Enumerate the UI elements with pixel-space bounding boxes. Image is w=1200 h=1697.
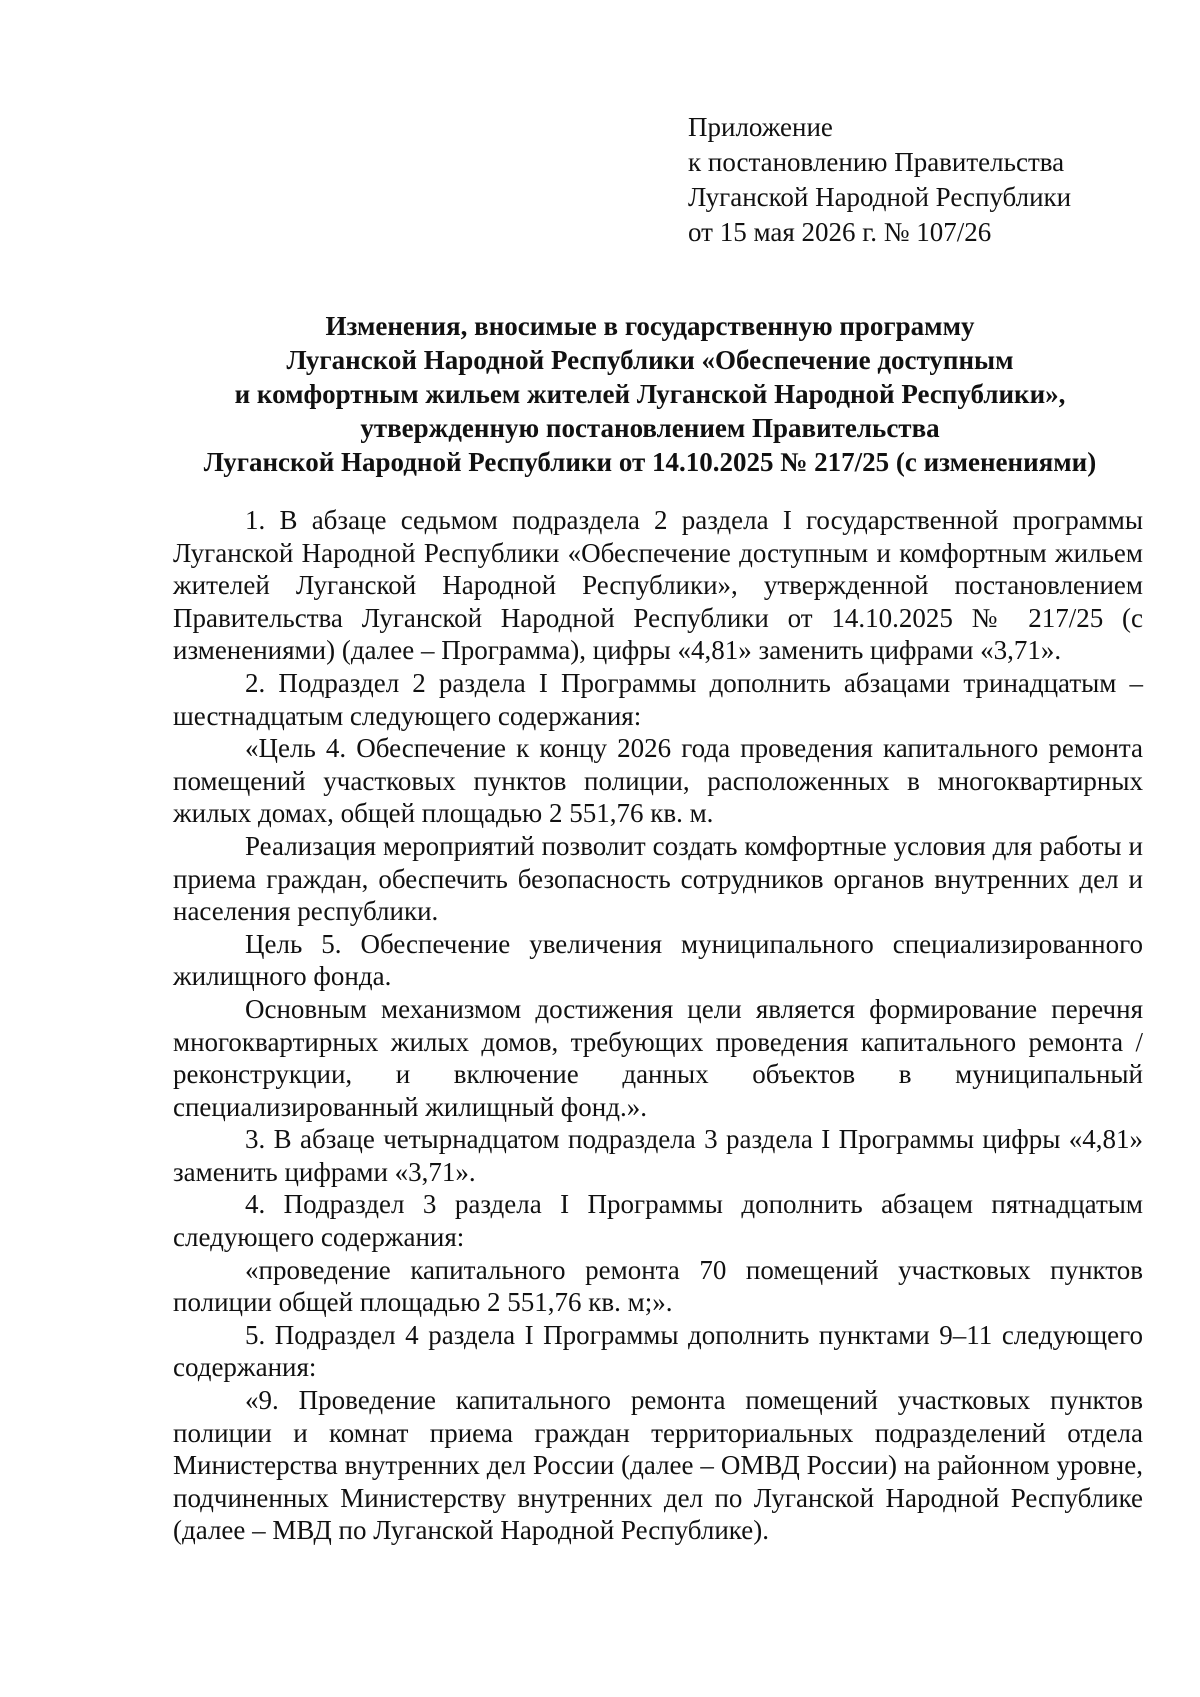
- title-line: Луганской Народной Республики «Обеспечение доступным: [286, 345, 1014, 375]
- annex-reference: к постановлению Правительства: [688, 147, 1065, 177]
- paragraph-goal-4: «Цель 4. Обеспечение к концу 2026 года проведения капитального ремонта помещений участковых пунктов полиции, расположенных в многоквартирных жилых домах, общей площадью 2 551,76 кв. м.: [173, 733, 1143, 829]
- title-line: Луганской Народной Республики от 14.10.2025 № 217/25 (с изменениями): [203, 447, 1097, 477]
- paragraph-goal-5: Цель 5. Обеспечение увеличения муниципального специализированного жилищного фонда.: [173, 928, 1143, 992]
- document-title: [160, 309, 1140, 479]
- title-line: утвержденную постановлением Правительства: [360, 413, 940, 443]
- annex-label: Приложение: [688, 112, 833, 142]
- paragraph-4-content: «проведение капитального ремонта 70 помещений участковых пунктов полиции общей площадью 2 551,76 кв. м;».: [173, 1254, 1143, 1318]
- annex-header: [688, 110, 1071, 250]
- paragraph-5-item-9: «9. Проведение капитального ремонта помещений участковых пунктов полиции и комнат приема граждан территориальных подразделений отдела Министерства внутренних дел России (далее – ОМВД России) на районном уровне, подчиненных Министерству внутренних дел по Луганской Народной Республике (далее – МВД по Луганской Народной Республике).: [173, 1385, 1143, 1546]
- title-line: и комфортным жильем жителей Луганской Народной Республики»,: [234, 379, 1066, 409]
- annex-authority: Луганской Народной Республики: [688, 182, 1072, 212]
- title-line: Изменения, вносимые в государственную программу: [325, 311, 975, 341]
- document-body: [173, 504, 1143, 1547]
- paragraph-goal-4-effect: Реализация мероприятий позволит создать комфортные условия для работы и приема граждан, обеспечить безопасность сотрудников органов внутренних дел и населения республики.: [173, 830, 1143, 927]
- paragraph-1: 1. В абзаце седьмом подраздела 2 раздела I государственной программы Луганской Народной Республики «Обеспечение доступным и комфортным жильем жителей Луганской Народной Республики», утвержденной постановлением Правительства Луганской Народной Республики от 14.10.2025 № 217/25 (с изменениями) (далее – Программа), цифры «4,81» заменить цифрами «3,71».: [173, 505, 1143, 666]
- paragraph-2: 2. Подраздел 2 раздела I Программы дополнить абзацами тринадцатым – шестнадцатым следующего содержания:: [173, 667, 1143, 731]
- paragraph-5: 5. Подраздел 4 раздела I Программы дополнить пунктами 9–11 следующего содержания:: [173, 1319, 1143, 1383]
- annex-date-number: от 15 мая 2026 г. № 107/26: [688, 217, 992, 247]
- paragraph-4: 4. Подраздел 3 раздела I Программы дополнить абзацем пятнадцатым следующего содержания:: [173, 1189, 1143, 1253]
- paragraph-goal-5-mechanism: Основным механизмом достижения цели является формирование перечня многоквартирных жилых домов, требующих проведения капитального ремонта / реконструкции, и включение данных объектов в муниципальный специализированный жилищный фонд.».: [173, 993, 1143, 1122]
- paragraph-3: 3. В абзаце четырнадцатом подраздела 3 раздела I Программы цифры «4,81» заменить цифрами «3,71».: [173, 1124, 1143, 1187]
